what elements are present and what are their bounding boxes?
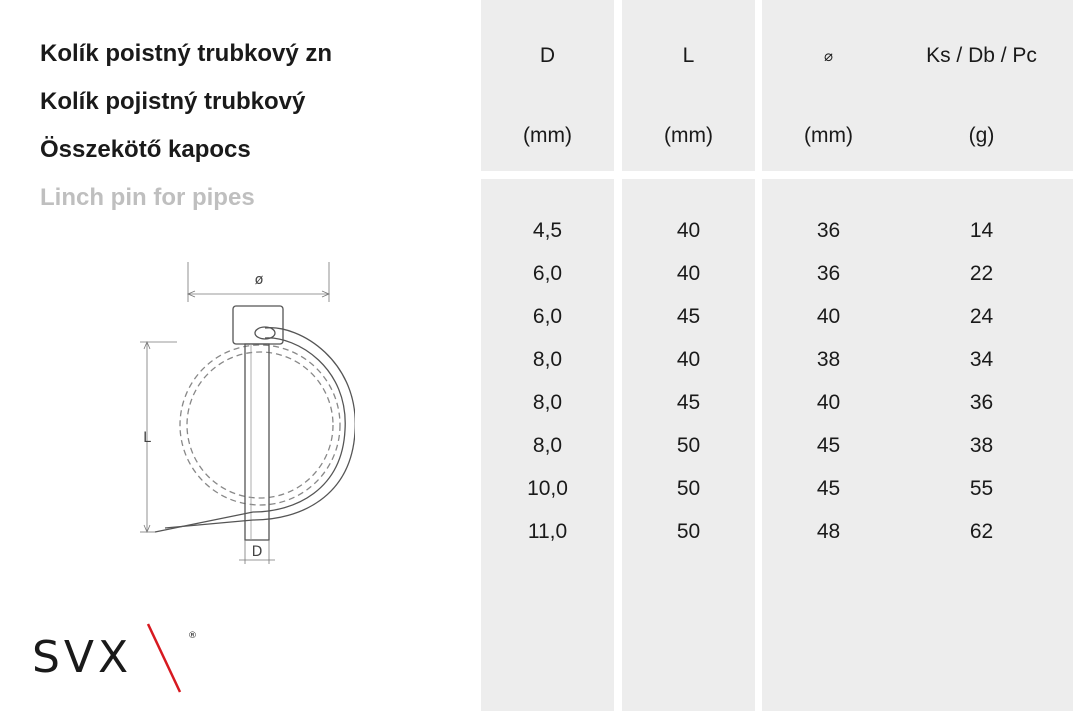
header-col-diameter <box>762 0 895 171</box>
table-cell: 55 <box>969 477 994 500</box>
table-cell: 38 <box>969 434 994 457</box>
header-col-d <box>481 0 614 171</box>
linch-pin-drawing <box>125 262 355 582</box>
table-cell: 6,0 <box>532 262 563 285</box>
table-cell: 36 <box>969 391 994 414</box>
header-d: D <box>539 44 556 67</box>
table-cell: 34 <box>969 348 994 371</box>
table-cell: 38 <box>816 348 841 371</box>
title-cz: Kolík pojistný trubkový <box>40 88 306 115</box>
column-d <box>481 179 614 711</box>
header-diameter: ⌀ <box>823 48 834 65</box>
table-cell: 36 <box>816 262 841 285</box>
title-hu: Összekötő kapocs <box>40 136 251 163</box>
title-block <box>40 30 332 222</box>
header-weight-unit: (g) <box>968 124 995 147</box>
table-cell: 6,0 <box>532 305 563 328</box>
table-cell: 22 <box>969 262 994 285</box>
table-cell: 40 <box>816 391 841 414</box>
table-cell: 40 <box>676 262 701 285</box>
table-cell: 40 <box>816 305 841 328</box>
table-cell: 45 <box>676 305 701 328</box>
dim-diameter-label: ø <box>254 272 264 288</box>
table-cell: 40 <box>676 348 701 371</box>
header-weight: Ks / Db / Pc <box>926 44 1037 67</box>
header-col-l <box>622 0 755 171</box>
svx-logo-text: SVX <box>32 632 133 683</box>
table-cell: 4,5 <box>532 219 563 242</box>
header-l: L <box>682 44 695 67</box>
table-cell: 50 <box>676 520 701 543</box>
dim-length-label: L <box>143 430 151 446</box>
table-cell: 10,0 <box>527 477 568 500</box>
table-cell: 45 <box>816 477 841 500</box>
header-col-weight <box>890 0 1073 171</box>
table-cell: 8,0 <box>532 348 563 371</box>
table-cell: 14 <box>969 219 994 242</box>
column-l <box>622 179 755 711</box>
table-cell: 8,0 <box>532 434 563 457</box>
column-weight <box>890 179 1073 711</box>
table-cell: 50 <box>676 434 701 457</box>
table-cell: 8,0 <box>532 391 563 414</box>
header-d-unit: (mm) <box>523 124 572 147</box>
header-diameter-unit: (mm) <box>804 124 853 147</box>
table-cell: 11,0 <box>527 520 568 543</box>
table-cell: 45 <box>676 391 701 414</box>
table-cell: 36 <box>816 219 841 242</box>
svx-logo <box>30 620 200 695</box>
table-cell: 24 <box>969 305 994 328</box>
registered-mark: ® <box>188 631 197 641</box>
column-diameter <box>762 179 895 711</box>
title-sk: Kolík poistný trubkový zn <box>40 40 333 67</box>
table-cell: 45 <box>816 434 841 457</box>
title-en: Linch pin for pipes <box>40 184 255 211</box>
table-cell: 48 <box>816 520 841 543</box>
table-cell: 50 <box>676 477 701 500</box>
table-cell: 62 <box>969 520 994 543</box>
dim-d-label: D <box>251 544 263 560</box>
header-l-unit: (mm) <box>664 124 713 147</box>
table-cell: 40 <box>676 219 701 242</box>
